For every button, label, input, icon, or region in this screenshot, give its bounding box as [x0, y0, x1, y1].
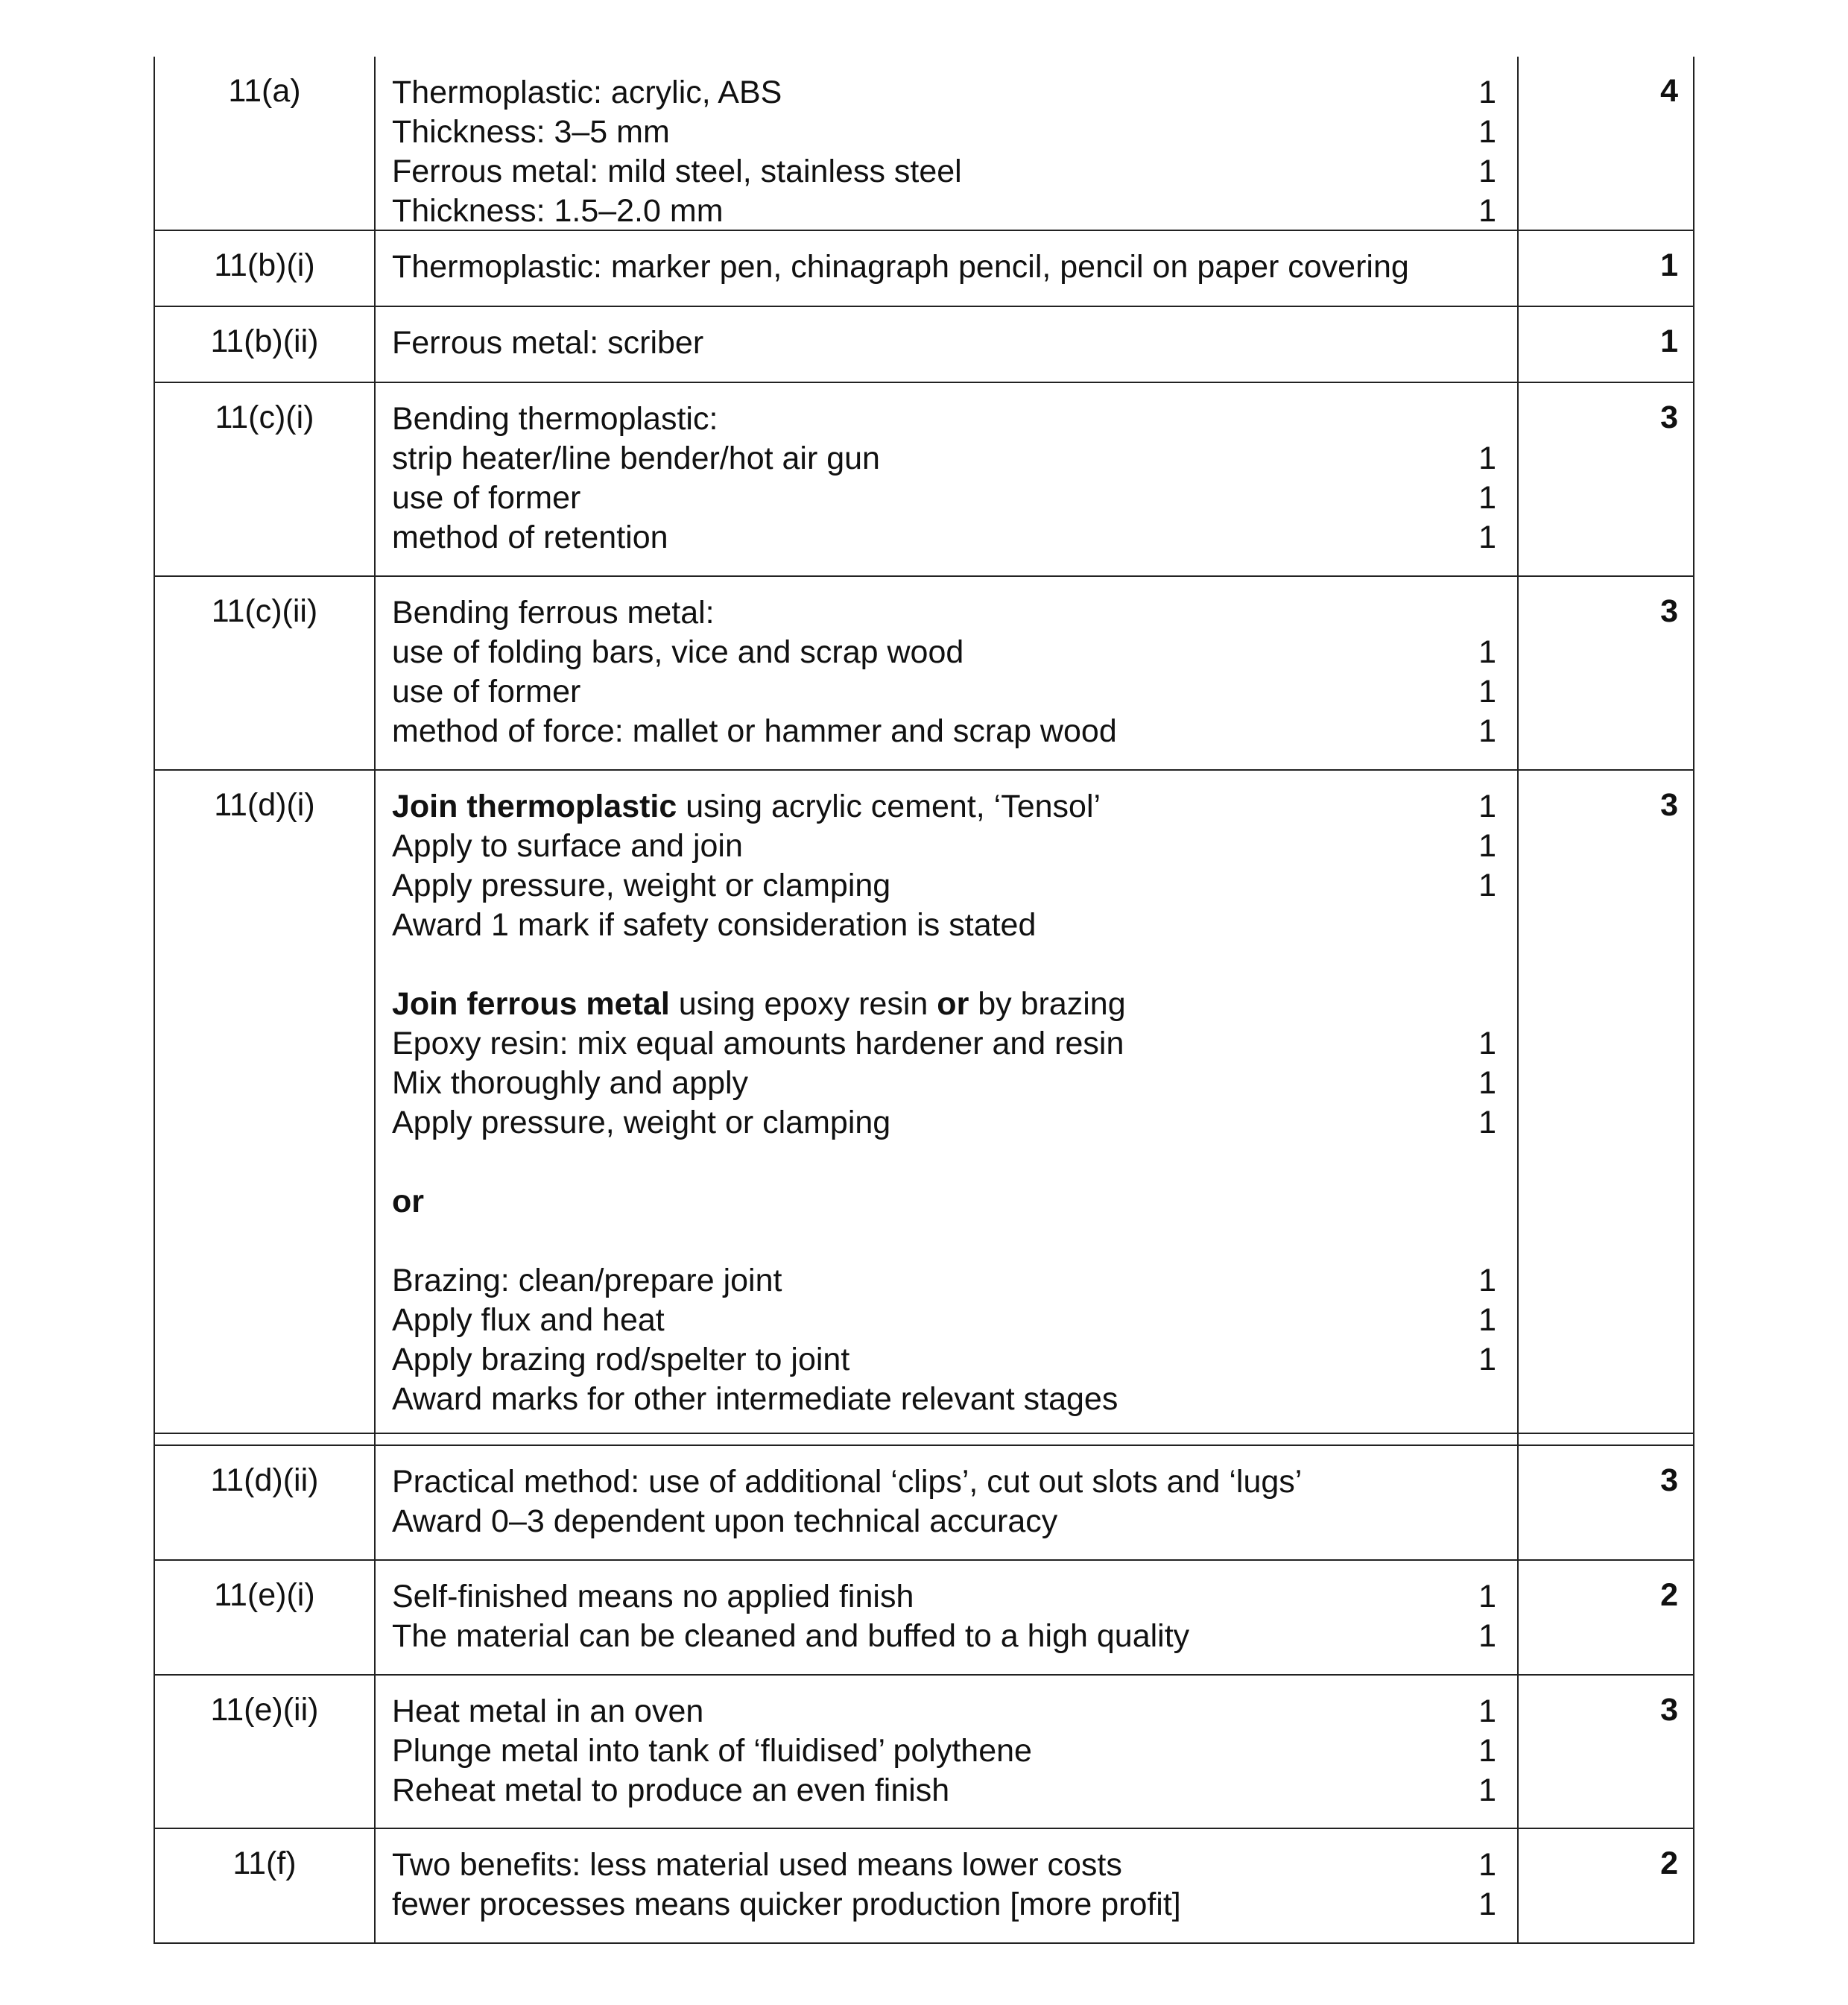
answer-line: Award 1 mark if safety consideration is stated [392, 907, 1037, 943]
answer-line: Apply pressure, weight or clamping 1 [392, 868, 1496, 903]
answer-line: Apply brazing rod/spelter to joint 1 [392, 1342, 1496, 1377]
question-number: 11(a) [155, 57, 376, 230]
answer-line: Heat metal in an oven 1 [392, 1693, 1496, 1729]
answer-line: method of force: mallet or hammer and scrap wood 1 [392, 713, 1496, 749]
answer-line: Ferrous metal: mild steel, stainless steel 1 [392, 154, 1496, 189]
marks-cell: 4 [1660, 73, 1678, 109]
table-row [155, 1559, 1693, 1674]
answer-line: Apply flux and heat 1 [392, 1302, 1496, 1338]
table-row [155, 1444, 1693, 1559]
marks-cell: 2 [1660, 1845, 1678, 1881]
answer-line: use of former 1 [392, 674, 1496, 710]
question-number: 11(c)(i) [155, 383, 376, 575]
answer-line: Reheat metal to produce an even finish 1 [392, 1772, 1496, 1808]
question-number: 11(b)(ii) [155, 307, 376, 382]
answer-line: method of retention 1 [392, 520, 1496, 555]
question-number: 11(e)(ii) [155, 1676, 376, 1828]
table-row [155, 1828, 1693, 1942]
table-row [155, 306, 1693, 382]
answer-line: The material can be cleaned and buffed to a high quality 1 [392, 1618, 1496, 1654]
answer-cell [376, 1676, 1519, 1828]
answer-cell [376, 771, 1519, 1433]
table-divider [155, 1433, 1693, 1444]
table-row [155, 1674, 1693, 1828]
answer-line: Apply pressure, weight or clamping 1 [392, 1105, 1496, 1140]
answer-line: Join thermoplastic using acrylic cement, ‘Tensol’ 1 [392, 789, 1496, 824]
answer-cell [376, 231, 1519, 306]
answer-line: Bending ferrous metal: [392, 595, 715, 631]
answer-line: Thermoplastic: marker pen, chinagraph pencil, pencil on paper covering [392, 249, 1409, 285]
answer-line: strip heater/line bender/hot air gun 1 [392, 441, 1496, 476]
table-row [155, 57, 1693, 230]
answer-cell [376, 307, 1519, 382]
marks-cell: 3 [1660, 593, 1678, 629]
marks-cell: 3 [1660, 787, 1678, 823]
answer-cell [376, 1446, 1519, 1559]
answer-line: Award 0–3 dependent upon technical accuracy [392, 1503, 1058, 1539]
question-number: 11(d)(i) [155, 771, 376, 1433]
answer-line: Mix thoroughly and apply 1 [392, 1065, 1496, 1101]
answer-line: Thermoplastic: acrylic, ABS 1 [392, 75, 1496, 110]
answer-line: Thickness: 3–5 mm 1 [392, 114, 1496, 150]
answer-cell [376, 57, 1519, 230]
answer-line: Ferrous metal: scriber [392, 325, 704, 361]
answer-cell [376, 383, 1519, 575]
question-number: 11(e)(i) [155, 1561, 376, 1674]
table-row [155, 382, 1693, 575]
answer-line: use of folding bars, vice and scrap wood 1 [392, 634, 1496, 670]
question-number: 11(b)(i) [155, 231, 376, 306]
mark-scheme-table [154, 57, 1694, 1944]
marks-cell: 2 [1660, 1577, 1678, 1613]
answer-line: or [392, 1184, 424, 1219]
answer-line: Join ferrous metal using epoxy resin or by brazing [392, 986, 1126, 1022]
answer-line: Two benefits: less material used means lower costs 1 [392, 1847, 1496, 1883]
table-row [155, 575, 1693, 769]
answer-cell [376, 1829, 1519, 1942]
table-row [155, 769, 1693, 1433]
answer-line: Award marks for other intermediate relevant stages [392, 1381, 1118, 1417]
answer-line: Bending thermoplastic: [392, 401, 718, 437]
question-number: 11(c)(ii) [155, 577, 376, 769]
marks-cell: 1 [1660, 323, 1678, 359]
answer-line: Practical method: use of additional ‘clips’, cut out slots and ‘lugs’ [392, 1464, 1303, 1500]
marks-cell: 1 [1660, 247, 1678, 283]
answer-cell [376, 577, 1519, 769]
answer-line: Epoxy resin: mix equal amounts hardener and resin 1 [392, 1026, 1496, 1061]
answer-cell [376, 1561, 1519, 1674]
answer-line: Brazing: clean/prepare joint 1 [392, 1263, 1496, 1298]
answer-line: Self-finished means no applied finish 1 [392, 1579, 1496, 1614]
answer-line: fewer processes means quicker production [more profit] 1 [392, 1886, 1496, 1922]
answer-line: use of former 1 [392, 480, 1496, 516]
answer-line: Thickness: 1.5–2.0 mm 1 [392, 193, 1496, 229]
marks-cell: 3 [1660, 400, 1678, 435]
table-row [155, 230, 1693, 306]
answer-line: Apply to surface and join 1 [392, 828, 1496, 864]
marks-cell: 3 [1660, 1462, 1678, 1498]
question-number: 11(d)(ii) [155, 1446, 376, 1559]
question-number: 11(f) [155, 1829, 376, 1942]
marks-cell: 3 [1660, 1692, 1678, 1728]
answer-line: Plunge metal into tank of ‘fluidised’ polythene 1 [392, 1733, 1496, 1769]
